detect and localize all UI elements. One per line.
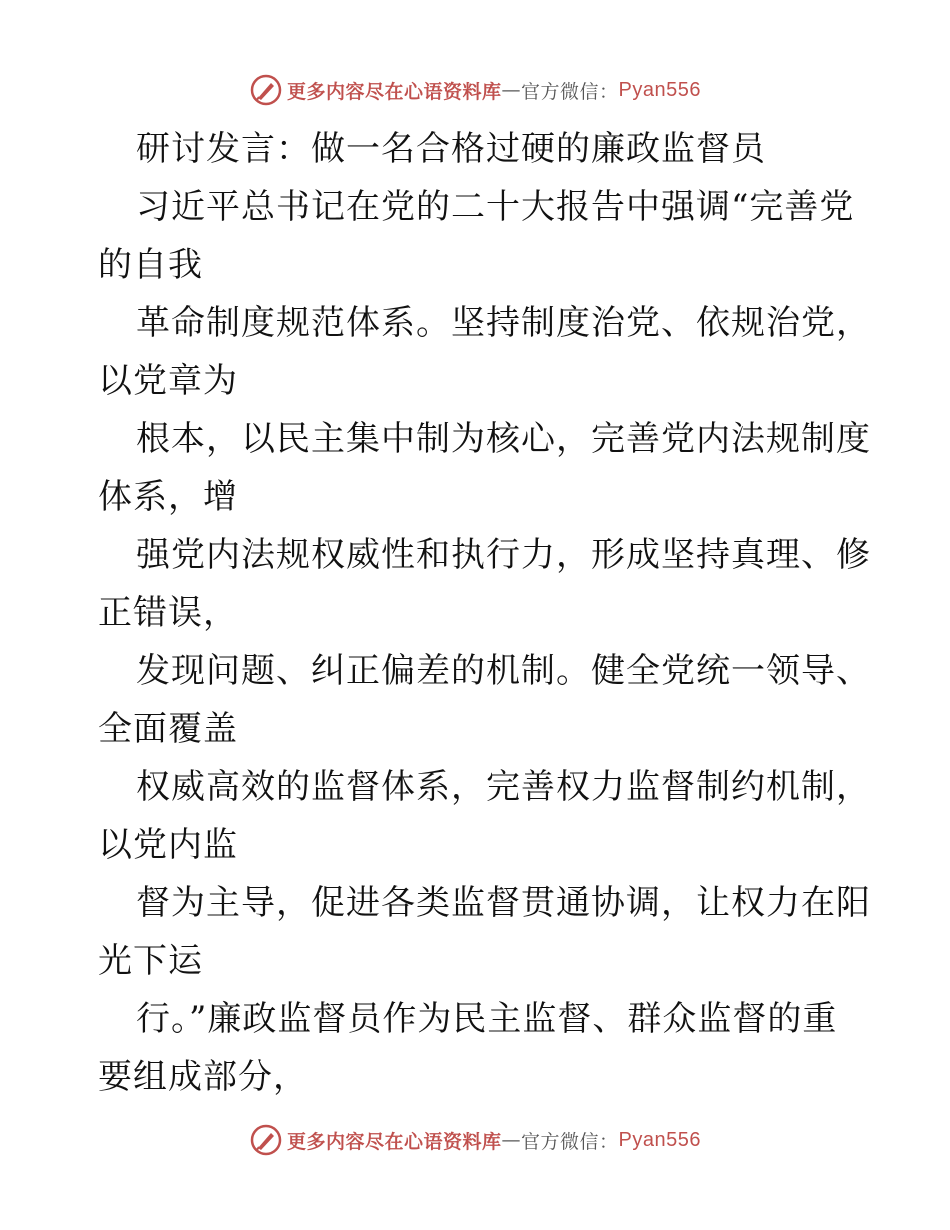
document-title: 研讨发言：做一名合格过硬的廉政监督员	[136, 129, 766, 169]
banner-wechat-label: 官方微信：	[521, 1130, 619, 1153]
paragraph-line: 强党内法规权威性和执行力，形成坚持真理、修	[136, 535, 871, 575]
paragraph-line: 革命制度规范体系。坚持制度治党、依规治党，	[136, 303, 871, 343]
banner-dash: —	[501, 79, 522, 101]
paragraph-line: 权威高效的监督体系，完善权力监督制约机制，	[136, 767, 871, 807]
quill-pen-logo-icon	[249, 1123, 283, 1157]
banner-site-name: 更多内容尽在心语资料库	[287, 80, 502, 103]
banner-wechat-id: Pyan556	[618, 1128, 701, 1151]
paragraph-line: 光下运	[98, 941, 203, 981]
paragraph-line: 正错误，	[98, 593, 238, 633]
paragraph-line: 习近平总书记在党的二十大报告中强调“完善党	[136, 187, 855, 227]
paragraph-line: 全面覆盖	[98, 709, 238, 749]
paragraph-line: 督为主导，促进各类监督贯通协调，让权力在阳	[136, 883, 871, 923]
banner-wechat-id: Pyan556	[618, 78, 701, 101]
paragraph-line: 以党章为	[98, 361, 238, 401]
paragraph-line: 体系，增	[98, 477, 238, 517]
paragraph-line: 的自我	[98, 245, 203, 285]
paragraph-line: 要组成部分，	[98, 1057, 308, 1097]
paragraph-line: 根本，以民主集中制为核心，完善党内法规制度	[136, 419, 871, 459]
banner-dash: —	[501, 1129, 522, 1151]
footer-banner	[0, 1120, 950, 1160]
banner-wechat-label: 官方微信：	[521, 80, 619, 103]
paragraph-line: 发现问题、纠正偏差的机制。健全党统一领导、	[136, 651, 871, 691]
banner-site-name: 更多内容尽在心语资料库	[287, 1130, 502, 1153]
paragraph-line: 行。”廉政监督员作为民主监督、群众监督的重	[136, 999, 838, 1039]
document-body	[98, 120, 871, 1110]
quill-pen-logo-icon	[249, 73, 283, 107]
header-banner	[0, 70, 950, 110]
paragraph-line: 以党内监	[98, 825, 238, 865]
